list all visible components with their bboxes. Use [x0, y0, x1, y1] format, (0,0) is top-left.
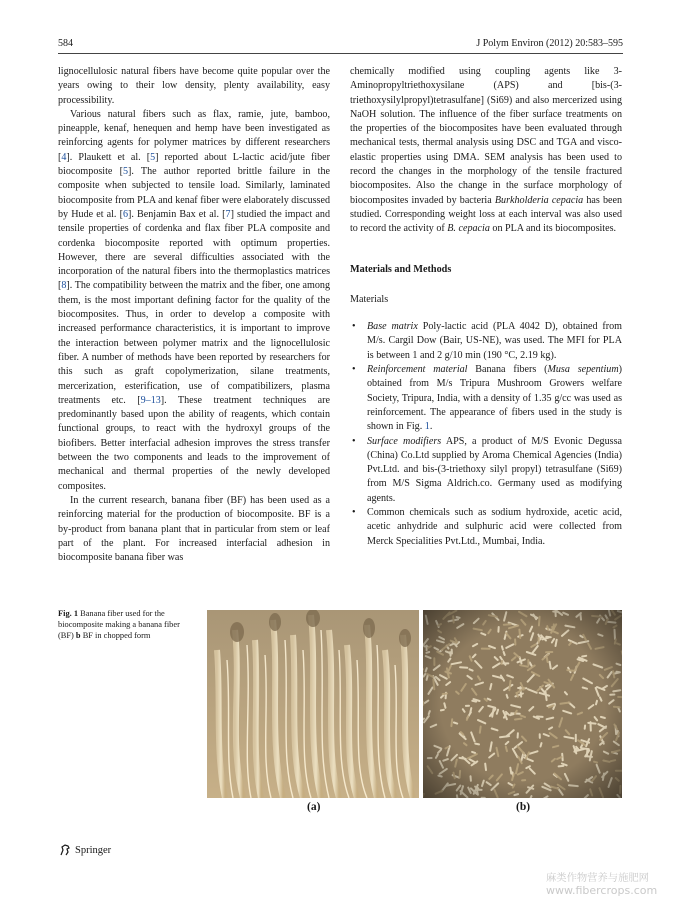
running-header — [58, 36, 623, 50]
item-label: Base matrix — [367, 321, 418, 333]
list-item — [350, 363, 622, 434]
item-text: Poly-lactic acid (PLA 4042 D), obtained from M/s. Cargil Dow (Bair, US-NE), was used. The MFI for PLA is between 1 and 2 g/10 min (190 °C, 2.19 kg). — [367, 321, 622, 361]
item-label: Reinforcement material — [367, 364, 468, 376]
chopped-fiber-graphic — [423, 610, 622, 798]
species-name: Musa sepentium — [547, 364, 619, 376]
publisher-footer — [58, 843, 111, 857]
figure-link[interactable]: 1 — [424, 421, 430, 433]
caption-text: Banana fiber used for the biocomposite making a banana fiber (BF) — [58, 609, 180, 641]
text-run: ]. Benjamin Bax et al. [ — [128, 208, 226, 220]
caption-text: BF in chopped form — [80, 631, 151, 641]
materials-list — [350, 320, 622, 549]
item-text: Common chemicals such as sodium hydroxide, acetic acid, acetic anhydride and sulphuric acid were collected from Merck Specialities Pvt.Ltd., Mumbai, India. — [367, 507, 622, 547]
item-text: Banana fibers ( — [467, 364, 548, 376]
citation-link[interactable]: 5 — [122, 166, 129, 178]
figure-label: Fig. 1 — [58, 609, 79, 618]
publisher-name: Springer — [75, 844, 112, 856]
paragraph — [58, 108, 330, 494]
item-text: APS, a product of M/S Evonic Degussa (China) Co.Ltd supplied by Aroma Chemical Agencies (India) Pvt.Ltd. and bis-(3-triethoxy silyl propyl) tetrasulfane (Si69) from M/S Sigma Aldrich.co. Germany used as modifying agents. — [367, 435, 622, 504]
text-run: ]. These treatment techniques are predominantly based upon the ability of reagents, which contain functional groups, to react with the hydroxyl groups of the biofibers. Better interfacial adhesion improves the stress transfer between the two components and leads to the improvement of mechanical and thermal properties of the newly developed composites. — [58, 394, 330, 492]
citation-link[interactable]: 7 — [225, 208, 231, 220]
page-number: 584 — [58, 37, 73, 49]
text-run: ]. The author reported brittle failure in the composite when subjected to tensile load. Similarly, laminated biocomposite from PLA and kenaf fiber were elaborately discussed by Hude et al. [ — [58, 166, 330, 220]
item-label: Surface modifiers — [367, 435, 442, 447]
section-heading: Materials and Methods — [350, 263, 452, 275]
chopped-fiber-photo — [423, 610, 622, 798]
watermark-url: www.fibercrops.com — [546, 883, 658, 897]
text-run: chemically modified using coupling agents like 3-Aminopropyltriethoxysilane (APS) and [bis-(3-triethoxysilylpropyl)tetrasulfane] (Si69) and also mercerized using NaOH solution. The influence of the fiber surface treatments on the properties of the biocomposites have been evaluated through mechanical tests, thermal analysis using DSC and TGA and visco-elastic properties using DMA. SEM analysis has been used to record the changes in the morphology of the tensile fractured biocomposites. Also the change in the surface morphology of biocomposites invaded by bacteria — [350, 66, 622, 206]
list-item — [350, 435, 622, 506]
paragraph: In the current research, banana fiber (BF) has been used as a reinforcing material for the production of biocomposite. BF is a by-product from banana plant that in particular from stem or leaf part of the plant. For increased interfacial adhesion in biocomposite banana fiber was — [58, 494, 330, 564]
species-name: Burkholderia cepacia — [494, 194, 584, 206]
text-run: ]. Plaukett et al. [ — [66, 151, 151, 163]
paragraph — [350, 65, 622, 237]
fiber-bundles-graphic — [207, 610, 419, 798]
text-run: ] studied the impact and tensile properties of cordenka and flax fiber PLA composite and cordenka biocomposite reported with optimum properties. However, there are several difficulties associated with the incorporation of the natural fibers into the thermoplastics matrices [ — [58, 208, 330, 292]
figure-caption — [58, 608, 188, 642]
site-watermark — [546, 872, 680, 897]
right-column — [350, 65, 622, 549]
journal-citation: J Polym Environ (2012) 20:583–595 — [476, 37, 623, 49]
text-run: on PLA and its biocomposites. — [489, 223, 617, 235]
bullet-icon: • — [352, 364, 356, 376]
citation-link[interactable]: 6 — [122, 208, 128, 220]
species-name: B. cepacia — [447, 223, 490, 235]
panel-a-label: (a) — [307, 801, 321, 813]
header-rule — [58, 53, 623, 54]
item-text: ) obtained from M/s Tripura Mushroom Growers welfare Society, Tripura, India, with a density of 1.35 g/cc was used as reinforcement. The appearance of fibers used in the study is shown in Fig. — [367, 364, 622, 433]
left-column — [58, 65, 330, 565]
panel-letter: b — [75, 631, 81, 641]
bullet-icon: • — [352, 435, 356, 447]
text-run: has been studied. Corresponding weight loss at each interval was also used to record the activity of — [350, 194, 623, 235]
citation-link[interactable]: 8 — [61, 280, 67, 292]
watermark-chinese: 麻类作物营养与施肥网 — [546, 872, 649, 884]
list-item — [350, 506, 622, 549]
paragraph: lignocellulosic natural fibers have become quite popular over the years owing to their low density, plenty availability, easy processibility. — [58, 66, 330, 106]
citation-link[interactable]: 9–13 — [140, 394, 161, 406]
springer-horse-icon — [58, 843, 72, 857]
bullet-icon: • — [352, 507, 356, 519]
citation-link[interactable]: 4 — [61, 151, 67, 163]
panel-b-label: (b) — [516, 801, 531, 813]
bullet-icon: • — [352, 321, 356, 333]
banana-fiber-photo — [207, 610, 419, 798]
list-item — [350, 320, 622, 363]
citation-link[interactable]: 5 — [150, 151, 156, 163]
text-run: Various natural fibers such as flax, ramie, jute, bamboo, pineapple, kenaf, henequen and hemp have been investigated as reinforcing agents for polymer matrices by different researchers [ — [58, 108, 330, 163]
item-text: . — [429, 421, 433, 433]
subsection-heading: Materials — [350, 293, 389, 305]
text-run: ] reported about L-lactic acid/jute fiber biocomposite [ — [58, 151, 331, 178]
text-run: ]. The compatibility between the matrix and the fiber, one among them, is the most important defining factor for the quality of the biocomposites. Thus, in order to develop a composite with increased performance characteristics, it is important to improve the interaction between polymer matrix and the lignocellulosic fiber. A number of methods have been reported by researchers for this such as graft copolymerization, silane treatments, mercerization, esterification, use of compatibilizers, plasma treatments etc. [ — [58, 280, 330, 406]
